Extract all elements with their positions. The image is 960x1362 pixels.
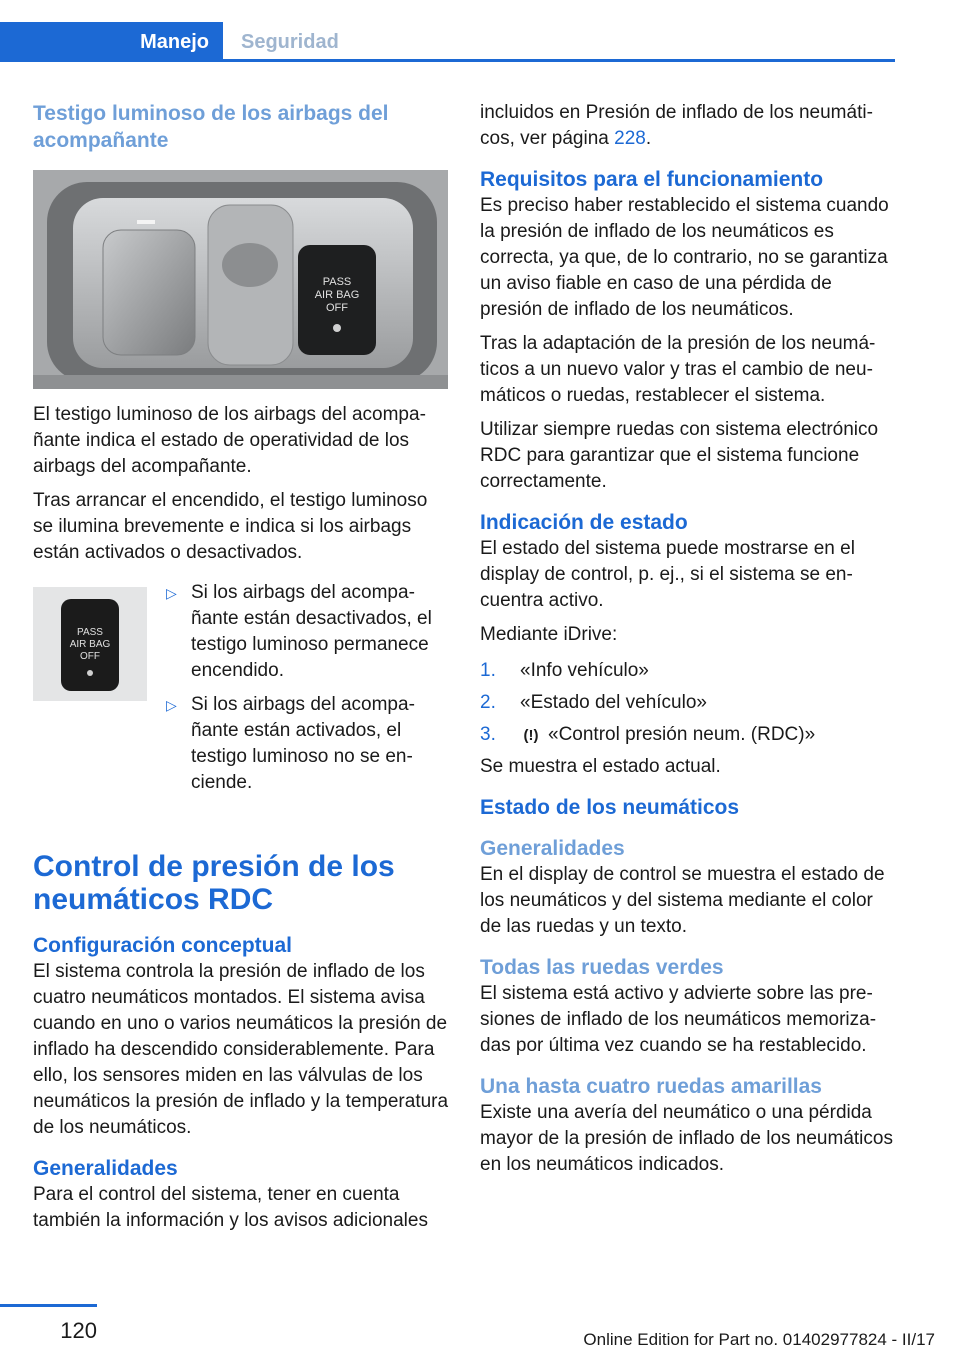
left-column [33, 100, 448, 154]
requirements-heading: Requisitos para el funcionamiento [480, 168, 824, 191]
list-item: 1. «Info vehículo» [480, 660, 649, 681]
svg-text:OFF: OFF [80, 651, 100, 662]
status-para-1: El estado del sistema puede mostrarse en el display de control, p. ej., si el sistema se encuentra activo. [480, 538, 855, 611]
airbag-switch-photo [33, 170, 448, 389]
list-item: 2. «Estado del vehículo» [480, 692, 707, 713]
tab-manejo-label: Manejo [140, 31, 209, 53]
tab-manejo[interactable] [0, 22, 223, 62]
tyre-general-text: En el display de control se muestra el estado de los neumáticos y del sistema mediante el color de las ruedas y un texto. [480, 864, 885, 937]
rdc-section [33, 850, 451, 1242]
airbag-off-indicator-image [33, 587, 147, 701]
concept-text: El sistema controla la presión de inflado de los cuatro neumáticos montados. El sistema avisa cuando en uno o varios neumáticos la presión de inflado ha descendido considerablemente. Para ello, los sensores miden en las válvulas de los neumáticos la presión de inflado y la temperatura de los neumáticos. [33, 961, 449, 1138]
page-number: 120 [60, 1318, 97, 1343]
yellow-wheels-text: Existe una avería del neumático o una pérdida mayor de la presión de inflado de los neumáticos en los neumáticos indicados. [480, 1102, 893, 1175]
airbag-description [33, 402, 451, 574]
list-item: ▷ Si los airbags del acompañante están activados, el testigo luminoso no se enciende. [166, 694, 415, 793]
airbag-para-1: El testigo luminoso de los airbags del acompañante indica el estado de operatividad de los airbags del acompañante. [33, 404, 426, 477]
triangle-bullet-icon: ▷ [166, 585, 177, 601]
status-para-3: Se muestra el estado actual. [480, 756, 721, 777]
list-item: ▷ Si los airbags del acompañante están desactivados, el testigo luminoso permanece encendido. [166, 582, 432, 681]
tyre-warning-icon: (!) [523, 727, 539, 744]
svg-text:AIR BAG: AIR BAG [69, 639, 111, 650]
footer-rule [0, 1304, 97, 1307]
airbag-status-list [163, 580, 451, 804]
general-heading: Generalidades [33, 1157, 178, 1180]
airbag-light-heading: Testigo luminoso de los airbags del acompañante [33, 102, 389, 152]
requirements-para-1: Es preciso haber restablecido el sistema cuando la presión de inflado de los neumáticos es correcta, ya que, de lo contrario, no se garantiza un aviso fiable en caso de una pérdida de presión de inflado de los neumáticos. [480, 195, 889, 320]
svg-text:PASS: PASS [77, 627, 103, 638]
idrive-steps [480, 658, 897, 754]
svg-text:OFF: OFF [326, 302, 348, 314]
yellow-wheels-heading: Una hasta cuatro ruedas amarillas [480, 1075, 822, 1098]
tyre-general-heading: Generalidades [480, 837, 625, 860]
page-link[interactable]: 228 [614, 128, 646, 149]
concept-heading: Configuración conceptual [33, 934, 293, 957]
edition-note: Online Edition for Part no. 01402977824 - II/17 [583, 1330, 935, 1349]
svg-text:PASS: PASS [322, 276, 352, 288]
tyre-status-heading: Estado de los neumáticos [480, 796, 740, 819]
tab-seguridad[interactable]: Seguridad [241, 31, 339, 53]
requirements-para-3: Utilizar siempre ruedas con sistema electrónico RDC para garantizar que el sistema funcione correctamente. [480, 419, 879, 492]
right-column [480, 100, 897, 1186]
status-heading: Indicación de estado [480, 511, 688, 534]
triangle-bullet-icon: ▷ [166, 697, 177, 713]
requirements-para-2: Tras la adaptación de la presión de los neumáticos a un nuevo valor y tras el cambio de neumáticos o ruedas, restablecer el sistema. [480, 333, 876, 406]
list-item: 3. (!) «Control presión neum. (RDC)» [480, 722, 897, 754]
rdc-heading: Control de presión de los neumáticos RDC [33, 850, 395, 916]
general-text: Para el control del sistema, tener en cuenta también la información y los avisos adicionales [33, 1184, 428, 1231]
section-tabs [0, 0, 895, 62]
status-para-2: Mediante iDrive: [480, 624, 618, 645]
green-wheels-heading: Todas las ruedas verdes [480, 956, 724, 979]
header-rule [0, 59, 895, 62]
svg-text:AIR BAG: AIR BAG [314, 289, 360, 301]
continued-text: incluidos en Presión de inflado de los neumáticos, ver página 228. [480, 102, 873, 149]
green-wheels-text: El sistema está activo y advierte sobre las presiones de inflado de los neumáticos memorizadas por última vez cuando se ha restablecido. [480, 983, 877, 1056]
airbag-para-2: Tras arrancar el encendido, el testigo luminoso se ilumina brevemente e indica si los airbags están activados o desactivados. [33, 490, 428, 563]
